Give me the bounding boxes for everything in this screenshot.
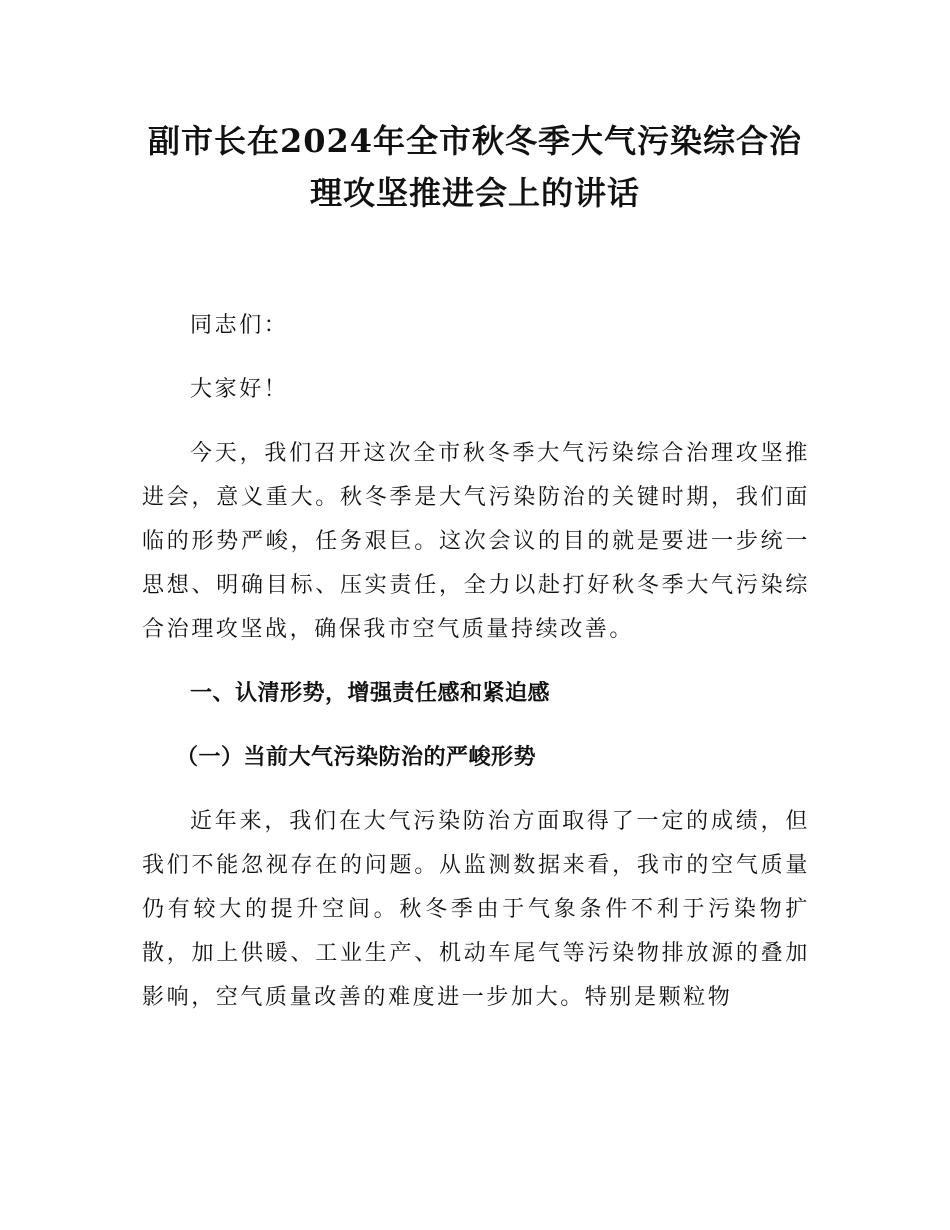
body-paragraph: 近年来，我们在大气污染防治方面取得了一定的成绩，但我们不能忽视存在的问题。从监测数据来看，我市的空气质量仍有较大的提升空间。秋冬季由于气象条件不利于污染物扩散，加上供暖、工业生产、机动车尾气等污染物排放源的叠加影响，空气质量改善的难度进一步加大。特别是颗粒物 — [142, 809, 810, 1010]
document-title — [120, 115, 830, 219]
section-heading: 一、认清形势，增强责任感和紧迫感 — [190, 681, 551, 706]
title-line-1: 副市长在2024年全市秋冬季大气污染综合治 — [147, 122, 803, 160]
intro-paragraph: 今天，我们召开这次全市秋冬季大气污染综合治理攻坚推进会，意义重大。秋冬季是大气污染防治的关键时期，我们面临的形势严峻，任务艰巨。这次会议的目的就是要进一步统一思想、明确目标、压实责任，全力以赴打好秋冬季大气污染综合治理攻坚战，确保我市空气质量持续改善。 — [142, 441, 810, 642]
document-body — [142, 304, 810, 1040]
title-line-2: 理攻坚推进会上的讲话 — [309, 174, 640, 212]
greeting: 大家好！ — [190, 377, 289, 402]
salutation: 同志们： — [190, 313, 289, 338]
subsection-heading: （一）当前大气污染防治的严峻形势 — [176, 745, 537, 770]
